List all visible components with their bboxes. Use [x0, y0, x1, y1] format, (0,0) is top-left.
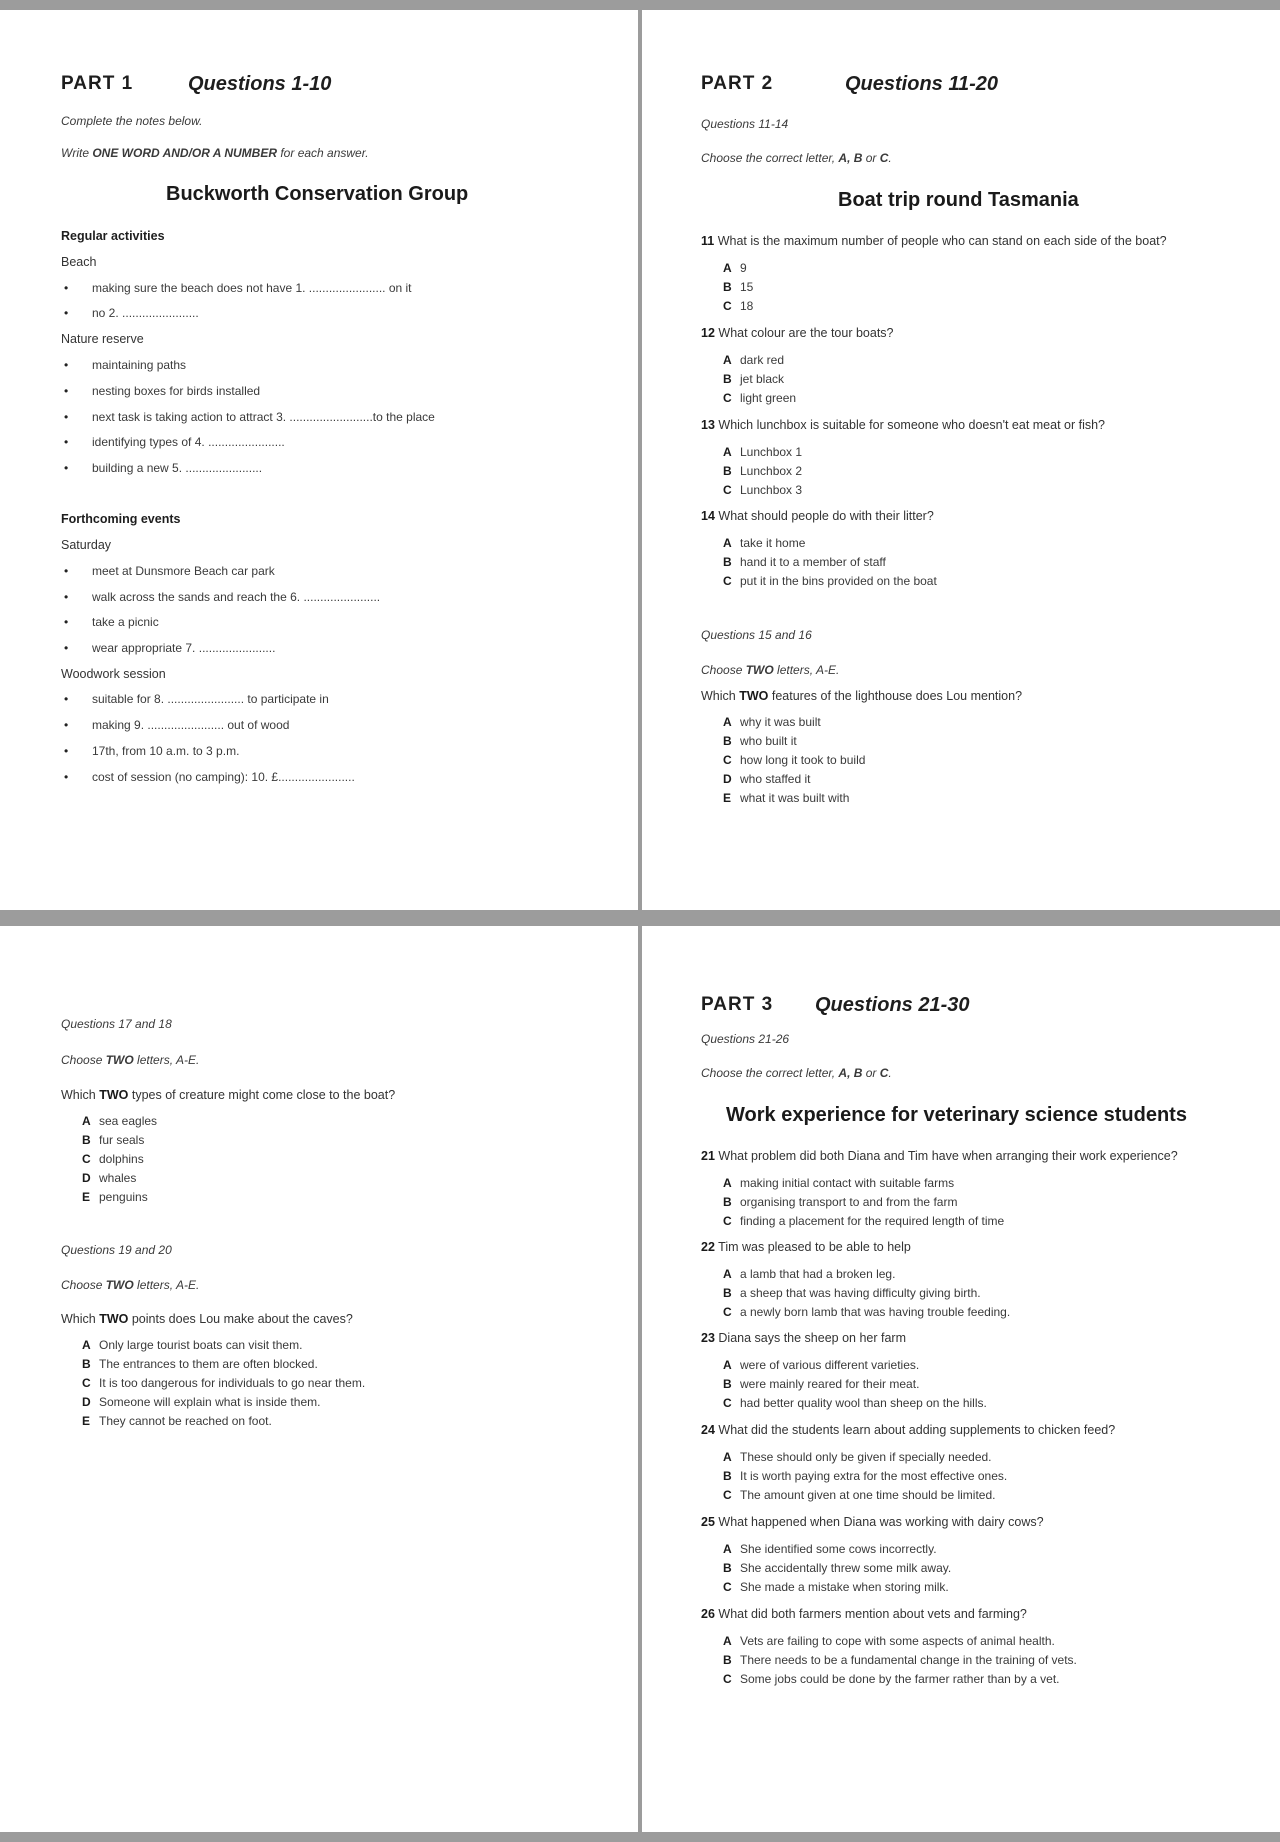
option[interactable]: B She accidentally threw some milk away.	[723, 1561, 952, 1575]
note-item: • next task is taking action to attract 3. .........................to the place	[92, 410, 435, 424]
option[interactable]: B The entrances to them are often blocked.	[82, 1357, 318, 1371]
option[interactable]: A Lunchbox 1	[723, 445, 803, 459]
question-15-16: Which TWO features of the lighthouse does Lou mention?	[701, 689, 1023, 703]
part-label: PART 1	[61, 73, 134, 94]
option[interactable]: C had better quality wool than sheep on the hills.	[723, 1396, 987, 1410]
option[interactable]: A 9	[723, 261, 747, 275]
section-title: Boat trip round Tasmania	[838, 189, 1079, 211]
option[interactable]: E what it was built with	[723, 791, 850, 805]
option[interactable]: B It is worth paying extra for the most effective ones.	[723, 1469, 1008, 1483]
note-item: • 17th, from 10 a.m. to 3 p.m.	[92, 744, 239, 758]
section-title: Work experience for veterinary science students	[726, 1104, 1187, 1126]
part-label: PART 2	[701, 73, 774, 94]
option[interactable]: C She made a mistake when storing milk.	[723, 1580, 949, 1594]
part-label: PART 3	[701, 994, 774, 1015]
option[interactable]: E They cannot be reached on foot.	[82, 1414, 272, 1428]
note-item: • making sure the beach does not have 1. ....................... on it	[92, 281, 412, 295]
note-item: • cost of session (no camping): 10. £.......................	[92, 770, 355, 784]
note-item: • wear appropriate 7. .......................	[92, 641, 275, 655]
option[interactable]: C light green	[723, 391, 797, 405]
questions-range: Questions 1-10	[188, 73, 332, 95]
question-24: 24 What did the students learn about adding supplements to chicken feed?	[701, 1423, 1116, 1437]
option[interactable]: C Some jobs could be done by the farmer rather than by a vet.	[723, 1672, 1060, 1686]
instruction: Choose the correct letter, A, B or C.	[701, 151, 892, 165]
option[interactable]: A were of various different varieties.	[723, 1358, 920, 1372]
note-item: • nesting boxes for birds installed	[92, 384, 260, 398]
sub-heading: Beach	[61, 255, 97, 269]
option[interactable]: C dolphins	[82, 1152, 144, 1166]
note-item: • building a new 5. .......................	[92, 461, 262, 475]
option[interactable]: D who staffed it	[723, 772, 811, 786]
instruction: Choose TWO letters, A-E.	[61, 1278, 200, 1292]
option[interactable]: A Only large tourist boats can visit them.	[82, 1338, 303, 1352]
page-part-3	[642, 926, 1280, 1832]
question-21: 21 What problem did both Diana and Tim have when arranging their work experience?	[701, 1149, 1178, 1163]
option[interactable]: C put it in the bins provided on the boat	[723, 574, 937, 588]
note-item: • walk across the sands and reach the 6. .......................	[92, 590, 380, 604]
questions-subrange: Questions 15 and 16	[701, 628, 812, 642]
sub-heading: Woodwork session	[61, 667, 166, 681]
questions-subrange: Questions 17 and 18	[61, 1017, 172, 1031]
note-item: • no 2. .......................	[92, 306, 199, 320]
note-item: • identifying types of 4. .......................	[92, 435, 285, 449]
notes-title: Buckworth Conservation Group	[166, 183, 469, 205]
questions-range: Questions 21-30	[815, 994, 970, 1016]
option[interactable]: C The amount given at one time should be limited.	[723, 1488, 996, 1502]
option[interactable]: B There needs to be a fundamental change in the training of vets.	[723, 1653, 1077, 1667]
option[interactable]: B jet black	[723, 372, 785, 386]
option[interactable]: A Vets are failing to cope with some aspects of animal health.	[723, 1634, 1055, 1648]
note-item: • meet at Dunsmore Beach car park	[92, 564, 275, 578]
option[interactable]: C Lunchbox 3	[723, 483, 803, 497]
note-item: • suitable for 8. ....................... to participate in	[92, 692, 329, 706]
option[interactable]: C how long it took to build	[723, 753, 866, 767]
note-item: • take a picnic	[92, 615, 159, 629]
instruction: Choose TWO letters, A-E.	[701, 663, 840, 677]
question-26: 26 What did both farmers mention about vets and farming?	[701, 1607, 1027, 1621]
questions-range: Questions 11-20	[845, 73, 999, 95]
instruction: Complete the notes below.	[61, 114, 203, 128]
option[interactable]: D whales	[82, 1171, 137, 1185]
section-heading: Forthcoming events	[61, 512, 181, 526]
option[interactable]: A dark red	[723, 353, 785, 367]
page-part-2-continued	[0, 926, 638, 1832]
option[interactable]: A making initial contact with suitable farms	[723, 1176, 955, 1190]
option[interactable]: A why it was built	[723, 715, 821, 729]
sub-heading: Saturday	[61, 538, 112, 552]
option[interactable]: B Lunchbox 2	[723, 464, 803, 478]
option[interactable]: C a newly born lamb that was having trouble feeding.	[723, 1305, 1011, 1319]
option[interactable]: B 15	[723, 280, 754, 294]
question-14: 14 What should people do with their litter?	[701, 509, 934, 523]
page-part-1	[0, 10, 638, 910]
question-19-20: Which TWO points does Lou make about the caves?	[61, 1312, 353, 1326]
option[interactable]: A These should only be given if specially needed.	[723, 1450, 992, 1464]
option[interactable]: D Someone will explain what is inside them.	[82, 1395, 321, 1409]
option[interactable]: C It is too dangerous for individuals to go near them.	[82, 1376, 366, 1390]
sub-heading: Nature reserve	[61, 332, 144, 346]
option[interactable]: C 18	[723, 299, 754, 313]
question-22: 22 Tim was pleased to be able to help	[701, 1240, 911, 1254]
option[interactable]: B hand it to a member of staff	[723, 555, 886, 569]
instruction-word-limit: Write ONE WORD AND/OR A NUMBER for each answer.	[61, 146, 369, 160]
option[interactable]: B were mainly reared for their meat.	[723, 1377, 920, 1391]
question-12: 12 What colour are the tour boats?	[701, 326, 894, 340]
option[interactable]: B fur seals	[82, 1133, 145, 1147]
question-25: 25 What happened when Diana was working with dairy cows?	[701, 1515, 1044, 1529]
questions-subrange: Questions 11-14	[701, 117, 789, 131]
note-item: • maintaining paths	[92, 358, 186, 372]
question-23: 23 Diana says the sheep on her farm	[701, 1331, 906, 1345]
option[interactable]: B organising transport to and from the farm	[723, 1195, 958, 1209]
question-17-18: Which TWO types of creature might come close to the boat?	[61, 1088, 396, 1102]
note-item: • making 9. ....................... out of wood	[92, 718, 289, 732]
option[interactable]: B a sheep that was having difficulty giving birth.	[723, 1286, 981, 1300]
option[interactable]: A take it home	[723, 536, 806, 550]
questions-subrange: Questions 19 and 20	[61, 1243, 172, 1257]
option[interactable]: E penguins	[82, 1190, 148, 1204]
option[interactable]: C finding a placement for the required length of time	[723, 1214, 1005, 1228]
option[interactable]: A sea eagles	[82, 1114, 158, 1128]
option[interactable]: A She identified some cows incorrectly.	[723, 1542, 937, 1556]
questions-subrange: Questions 21-26	[701, 1032, 790, 1046]
option[interactable]: B who built it	[723, 734, 797, 748]
instruction: Choose TWO letters, A-E.	[61, 1053, 200, 1067]
instruction: Choose the correct letter, A, B or C.	[701, 1066, 892, 1080]
page-part-2	[642, 10, 1280, 910]
option[interactable]: A a lamb that had a broken leg.	[723, 1267, 896, 1281]
question-11: 11 What is the maximum number of people who can stand on each side of the boat?	[701, 234, 1167, 248]
question-13: 13 Which lunchbox is suitable for someone who doesn't eat meat or fish?	[701, 418, 1106, 432]
section-heading: Regular activities	[61, 229, 165, 243]
